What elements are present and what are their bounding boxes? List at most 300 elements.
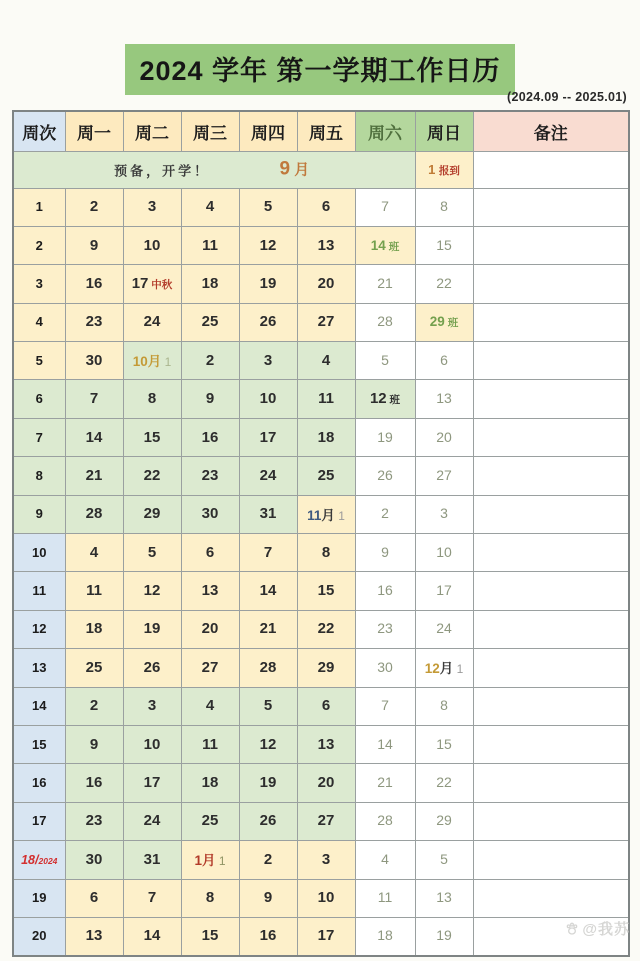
day-cell bbox=[65, 917, 123, 955]
day-cell bbox=[181, 418, 239, 456]
text-segment: 7 bbox=[89, 390, 99, 408]
text-segment: 9 bbox=[381, 543, 389, 560]
text-segment: 20 bbox=[436, 428, 452, 445]
text-segment: 8 bbox=[35, 467, 43, 483]
text-segment: 11 bbox=[86, 582, 102, 600]
day-cell bbox=[65, 380, 123, 418]
text-segment: 13 bbox=[317, 735, 335, 753]
day-cell bbox=[297, 226, 355, 264]
day-cell bbox=[415, 879, 473, 917]
day-cell bbox=[415, 610, 473, 648]
text-segment: 12 bbox=[143, 582, 161, 600]
remark-cell bbox=[473, 534, 629, 572]
day-cell bbox=[123, 226, 181, 264]
day-cell bbox=[239, 610, 297, 648]
text-segment: 14 bbox=[377, 735, 393, 752]
text-segment: 20 bbox=[317, 274, 335, 292]
remark-cell bbox=[473, 610, 629, 648]
text-segment: 8 bbox=[147, 390, 157, 408]
day-cell bbox=[297, 572, 355, 610]
day-cell bbox=[355, 495, 415, 533]
remark-cell bbox=[473, 418, 629, 456]
day-cell bbox=[239, 534, 297, 572]
text-segment: 17 bbox=[259, 428, 277, 446]
text-segment: 24 bbox=[143, 812, 161, 830]
text-segment: 18/ bbox=[21, 852, 39, 867]
header-mon: 周一 bbox=[65, 111, 123, 151]
text-segment: 11 bbox=[32, 583, 47, 599]
week-row bbox=[13, 303, 629, 341]
text-segment: 9 bbox=[89, 236, 99, 254]
day-cell bbox=[123, 534, 181, 572]
calendar-container bbox=[12, 110, 630, 957]
day-cell bbox=[239, 457, 297, 495]
text-segment: 24 bbox=[259, 466, 277, 484]
day-cell bbox=[415, 418, 473, 456]
remark-cell bbox=[473, 457, 629, 495]
week-number-cell bbox=[13, 265, 65, 303]
day-cell bbox=[297, 802, 355, 840]
day-cell bbox=[415, 457, 473, 495]
day-cell bbox=[65, 572, 123, 610]
day-cell bbox=[415, 188, 473, 226]
remark-cell bbox=[473, 495, 629, 533]
month-banner-cell bbox=[13, 151, 415, 188]
text-segment: 5 bbox=[263, 198, 273, 216]
text-segment: 报到 bbox=[438, 164, 460, 177]
remark-cell bbox=[473, 879, 629, 917]
day-cell bbox=[123, 380, 181, 418]
day-cell bbox=[239, 303, 297, 341]
text-segment: 4 bbox=[35, 314, 43, 330]
text-segment: 19 bbox=[377, 428, 393, 445]
text-segment: 12 bbox=[369, 390, 387, 408]
text-segment: 28 bbox=[85, 505, 103, 523]
day-cell bbox=[415, 303, 473, 341]
day-cell bbox=[181, 188, 239, 226]
text-segment: 22 bbox=[436, 774, 452, 791]
day-cell bbox=[123, 764, 181, 802]
week-number-cell bbox=[13, 649, 65, 687]
day-cell bbox=[297, 841, 355, 879]
text-segment: 1 bbox=[161, 355, 172, 370]
day-cell bbox=[239, 917, 297, 955]
day-cell bbox=[65, 802, 123, 840]
week-number-cell bbox=[13, 610, 65, 648]
day-cell bbox=[65, 457, 123, 495]
text-segment: 24 bbox=[143, 313, 161, 331]
day-cell bbox=[181, 610, 239, 648]
day-cell bbox=[181, 917, 239, 955]
remark-cell bbox=[473, 188, 629, 226]
text-segment: 26 bbox=[377, 466, 393, 483]
week-number-cell bbox=[13, 188, 65, 226]
text-segment: 6 bbox=[321, 697, 331, 715]
text-segment: 13 bbox=[85, 927, 103, 945]
text-segment: 9 bbox=[89, 735, 99, 753]
day-cell bbox=[239, 879, 297, 917]
text-segment: 3 bbox=[147, 697, 157, 715]
text-segment: 班 bbox=[444, 317, 459, 330]
text-segment: 21 bbox=[259, 620, 277, 638]
day-cell bbox=[65, 687, 123, 725]
day-cell bbox=[355, 303, 415, 341]
text-segment: 10 bbox=[143, 735, 161, 753]
day-cell bbox=[297, 188, 355, 226]
day-cell bbox=[65, 418, 123, 456]
week-number-cell bbox=[13, 687, 65, 725]
day-cell bbox=[239, 802, 297, 840]
week-row bbox=[13, 841, 629, 879]
day-cell bbox=[297, 418, 355, 456]
day-cell bbox=[355, 342, 415, 380]
day-cell bbox=[355, 226, 415, 264]
date-range: (2024.09 -- 2025.01) bbox=[507, 90, 627, 104]
remark-cell bbox=[473, 802, 629, 840]
text-segment: 20 bbox=[32, 928, 47, 944]
day-cell bbox=[181, 841, 239, 879]
week-row bbox=[13, 418, 629, 456]
day-cell bbox=[181, 879, 239, 917]
day-cell bbox=[123, 418, 181, 456]
text-segment: 10 bbox=[436, 543, 452, 560]
text-segment: 16 bbox=[85, 774, 103, 792]
day-cell bbox=[415, 265, 473, 303]
day-cell bbox=[355, 917, 415, 955]
day-cell bbox=[123, 572, 181, 610]
week-number-cell bbox=[13, 841, 65, 879]
text-segment: 10 bbox=[143, 236, 161, 254]
text-segment: 14 bbox=[143, 927, 161, 945]
day-cell bbox=[355, 610, 415, 648]
week-number-cell bbox=[13, 342, 65, 380]
text-segment: 22 bbox=[143, 466, 161, 484]
paw-icon bbox=[564, 921, 580, 937]
day-cell bbox=[355, 418, 415, 456]
text-segment: 5 bbox=[263, 697, 273, 715]
day-cell bbox=[239, 418, 297, 456]
header-thu: 周四 bbox=[239, 111, 297, 151]
text-segment: 12 bbox=[424, 661, 440, 677]
day-cell bbox=[123, 879, 181, 917]
remark-cell bbox=[473, 151, 629, 188]
remark-cell bbox=[473, 226, 629, 264]
remark-cell bbox=[473, 380, 629, 418]
remark-cell bbox=[473, 572, 629, 610]
text-segment: 24 bbox=[436, 620, 452, 637]
text-segment: 6 bbox=[205, 543, 215, 561]
header-wed: 周三 bbox=[181, 111, 239, 151]
text-segment: 16 bbox=[377, 582, 393, 599]
day-cell bbox=[65, 265, 123, 303]
day-cell bbox=[415, 572, 473, 610]
remark-cell bbox=[473, 303, 629, 341]
day-cell bbox=[65, 879, 123, 917]
remark-cell bbox=[473, 342, 629, 380]
week-row bbox=[13, 802, 629, 840]
week-row bbox=[13, 572, 629, 610]
text-segment: 31 bbox=[143, 850, 161, 868]
day-cell bbox=[65, 534, 123, 572]
text-segment: 29 bbox=[317, 658, 335, 676]
day-cell bbox=[415, 495, 473, 533]
day-cell bbox=[239, 725, 297, 763]
week-number-cell bbox=[13, 917, 65, 955]
text-segment: 19 bbox=[143, 620, 161, 638]
text-segment: 17 bbox=[143, 774, 161, 792]
week-row bbox=[13, 342, 629, 380]
text-segment: 22 bbox=[317, 620, 335, 638]
day-cell bbox=[181, 226, 239, 264]
week-row bbox=[13, 226, 629, 264]
text-segment: 16 bbox=[85, 274, 103, 292]
text-segment: 4 bbox=[321, 351, 331, 369]
text-segment: 18 bbox=[377, 927, 393, 944]
remark-cell bbox=[473, 841, 629, 879]
text-segment: 13 bbox=[317, 236, 335, 254]
text-segment: 1 bbox=[453, 662, 464, 677]
page-title: 2024 学年 第一学期工作日历 bbox=[125, 44, 514, 95]
text-segment: 28 bbox=[377, 313, 393, 330]
text-segment: 15 bbox=[436, 735, 452, 752]
text-segment: 18 bbox=[317, 428, 335, 446]
day-cell bbox=[297, 342, 355, 380]
day-cell bbox=[355, 265, 415, 303]
text-segment: 3 bbox=[147, 198, 157, 216]
text-segment: 16 bbox=[259, 927, 277, 945]
text-segment: 4 bbox=[205, 198, 215, 216]
text-segment: 25 bbox=[85, 658, 103, 676]
day-cell bbox=[415, 534, 473, 572]
header-weeknum: 周次 bbox=[13, 111, 65, 151]
title-bar bbox=[0, 44, 640, 95]
text-segment: 班 bbox=[386, 394, 401, 407]
text-segment: 中秋 bbox=[148, 278, 173, 291]
text-segment: 月 bbox=[321, 507, 335, 523]
text-segment: 8 bbox=[440, 697, 448, 714]
day-cell bbox=[297, 265, 355, 303]
header-tue: 周二 bbox=[123, 111, 181, 151]
day-cell bbox=[239, 226, 297, 264]
remark-cell bbox=[473, 265, 629, 303]
week-number-cell bbox=[13, 303, 65, 341]
day-cell bbox=[415, 725, 473, 763]
day-cell bbox=[65, 188, 123, 226]
text-segment: 29 bbox=[143, 505, 161, 523]
text-segment: 7 bbox=[263, 543, 273, 561]
week-number-cell bbox=[13, 879, 65, 917]
day-cell bbox=[181, 380, 239, 418]
text-segment: 20 bbox=[317, 774, 335, 792]
text-segment: 11 bbox=[202, 735, 218, 753]
day-cell bbox=[355, 380, 415, 418]
remark-cell bbox=[473, 725, 629, 763]
day-cell bbox=[297, 764, 355, 802]
text-segment: 2 bbox=[89, 198, 99, 216]
text-segment: 26 bbox=[259, 812, 277, 830]
text-segment: 11 bbox=[307, 507, 322, 523]
day-cell bbox=[355, 841, 415, 879]
text-segment: 6 bbox=[35, 391, 43, 407]
week-row bbox=[13, 725, 629, 763]
day-cell bbox=[415, 687, 473, 725]
text-segment: 26 bbox=[259, 313, 277, 331]
day-cell bbox=[415, 841, 473, 879]
text-segment: 3 bbox=[263, 351, 273, 369]
text-segment: 17 bbox=[436, 582, 452, 599]
text-segment: 25 bbox=[201, 313, 219, 331]
text-segment: 16 bbox=[201, 428, 219, 446]
day-cell bbox=[415, 342, 473, 380]
text-segment: 23 bbox=[201, 466, 219, 484]
week-row bbox=[13, 917, 629, 955]
text-segment: 14 bbox=[32, 698, 47, 714]
text-segment: 19 bbox=[32, 890, 47, 906]
text-segment: 4 bbox=[205, 697, 215, 715]
text-segment: 15 bbox=[201, 927, 219, 945]
text-segment: 19 bbox=[259, 774, 277, 792]
week-number-cell bbox=[13, 495, 65, 533]
day-cell bbox=[123, 610, 181, 648]
text-segment: 14 bbox=[370, 237, 386, 253]
text-segment: 29 bbox=[436, 812, 452, 829]
week-row bbox=[13, 265, 629, 303]
text-segment: 23 bbox=[377, 620, 393, 637]
text-segment: 26 bbox=[143, 658, 161, 676]
day-cell bbox=[181, 265, 239, 303]
day-cell bbox=[355, 534, 415, 572]
week-number-cell bbox=[13, 725, 65, 763]
day-cell bbox=[239, 649, 297, 687]
day-cell bbox=[65, 725, 123, 763]
text-segment: 4 bbox=[381, 850, 389, 867]
day-cell bbox=[415, 764, 473, 802]
header-sat: 周六 bbox=[355, 111, 415, 151]
text-segment: 17 bbox=[131, 274, 149, 292]
day-cell bbox=[415, 226, 473, 264]
text-segment: 18 bbox=[85, 620, 103, 638]
day-cell bbox=[123, 188, 181, 226]
day-cell bbox=[239, 342, 297, 380]
text-segment: 27 bbox=[436, 466, 452, 483]
text-segment: 30 bbox=[85, 351, 103, 369]
day-cell bbox=[123, 303, 181, 341]
day-cell bbox=[239, 572, 297, 610]
day-cell bbox=[65, 649, 123, 687]
day-cell bbox=[65, 610, 123, 648]
day-cell bbox=[297, 725, 355, 763]
remark-cell bbox=[473, 764, 629, 802]
text-segment: 14 bbox=[259, 582, 277, 600]
day-cell bbox=[415, 802, 473, 840]
day-cell bbox=[297, 917, 355, 955]
day-cell bbox=[239, 265, 297, 303]
day-cell bbox=[65, 342, 123, 380]
day-cell bbox=[239, 188, 297, 226]
text-segment: 1 bbox=[334, 508, 345, 523]
month-label: 9 月 bbox=[279, 158, 310, 180]
day-cell bbox=[297, 649, 355, 687]
text-segment: 3 bbox=[35, 275, 43, 291]
text-segment: 2 bbox=[381, 505, 389, 522]
day-cell bbox=[415, 649, 473, 687]
text-segment: 7 bbox=[381, 697, 389, 714]
text-segment: 30 bbox=[201, 505, 219, 523]
day-cell bbox=[123, 687, 181, 725]
text-segment: 6 bbox=[321, 198, 331, 216]
day-cell bbox=[239, 764, 297, 802]
text-segment: 11 bbox=[318, 390, 334, 408]
text-segment: 4 bbox=[89, 543, 99, 561]
sunday-special-cell bbox=[415, 151, 473, 188]
day-cell bbox=[65, 226, 123, 264]
text-segment: 9 bbox=[205, 390, 215, 408]
day-cell bbox=[181, 534, 239, 572]
week-number-cell bbox=[13, 457, 65, 495]
week-row bbox=[13, 879, 629, 917]
text-segment: 6 bbox=[440, 351, 448, 368]
remark-cell bbox=[473, 649, 629, 687]
day-cell bbox=[355, 725, 415, 763]
day-cell bbox=[297, 687, 355, 725]
day-cell bbox=[181, 495, 239, 533]
text-segment: 21 bbox=[377, 274, 393, 291]
day-cell bbox=[355, 764, 415, 802]
header-remarks: 备注 bbox=[473, 111, 629, 151]
day-cell bbox=[181, 457, 239, 495]
text-segment: 5 bbox=[381, 351, 389, 368]
day-cell bbox=[123, 342, 181, 380]
text-segment: 11 bbox=[202, 236, 218, 254]
day-cell bbox=[181, 572, 239, 610]
text-segment: 15 bbox=[143, 428, 161, 446]
text-segment: 30 bbox=[85, 850, 103, 868]
text-segment: 2024 bbox=[38, 855, 58, 866]
week-row bbox=[13, 457, 629, 495]
header-fri: 周五 bbox=[297, 111, 355, 151]
text-segment: 17 bbox=[317, 927, 335, 945]
text-segment: 8 bbox=[321, 543, 331, 561]
day-cell bbox=[355, 879, 415, 917]
text-segment: 23 bbox=[85, 812, 103, 830]
text-segment: 7 bbox=[381, 198, 389, 215]
text-segment: 2 bbox=[89, 697, 99, 715]
day-cell bbox=[297, 303, 355, 341]
text-segment: 13 bbox=[32, 659, 47, 675]
text-segment: 27 bbox=[201, 658, 219, 676]
text-segment: 27 bbox=[317, 812, 335, 830]
text-segment: 18 bbox=[201, 774, 219, 792]
week-row bbox=[13, 764, 629, 802]
text-segment: 月 bbox=[439, 661, 454, 677]
day-cell bbox=[297, 380, 355, 418]
day-cell bbox=[239, 495, 297, 533]
day-cell bbox=[297, 495, 355, 533]
text-segment: 31 bbox=[259, 505, 277, 523]
text-segment: 2 bbox=[205, 351, 215, 369]
text-segment: 12 bbox=[259, 236, 277, 254]
text-segment: 2 bbox=[263, 850, 273, 868]
day-cell bbox=[181, 802, 239, 840]
text-segment: 21 bbox=[377, 774, 393, 791]
text-segment: 21 bbox=[85, 466, 103, 484]
text-segment: 7 bbox=[147, 889, 157, 907]
text-segment: 25 bbox=[317, 466, 335, 484]
text-segment: 16 bbox=[32, 775, 47, 791]
text-segment: 10 bbox=[259, 390, 277, 408]
week-number-cell bbox=[13, 534, 65, 572]
watermark bbox=[564, 918, 630, 939]
